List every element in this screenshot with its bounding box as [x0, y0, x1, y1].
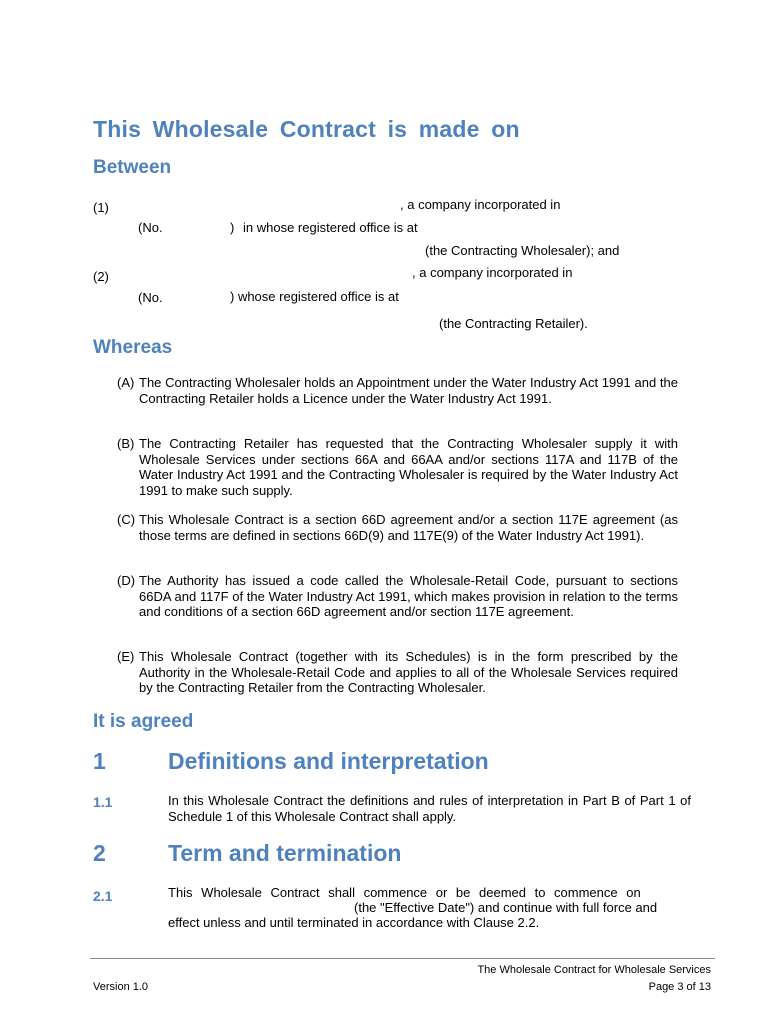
clause-text: In this Wholesale Contract the definitions and rules of interpretation in Part B of Part 1 of Schedule 1 of this Wholesale Contract shall apply. — [168, 793, 691, 824]
recital-label: (A) — [117, 375, 135, 390]
recital-c — [117, 512, 678, 543]
party1-reg-close: ) — [230, 220, 235, 235]
clause-number: 1.1 — [93, 794, 113, 810]
party1-company-incorporated: , a company incorporated in — [400, 197, 561, 212]
recital-text: The Contracting Retailer has requested that the Contracting Wholesaler supply it with Wholesale Services under sections 66A and 66AA and/or sections 117A and 117B of the Water Industry Act 1991 and the Contracting Wholesaler is required by the Water Industry Act 1991 to make such supply. — [139, 436, 678, 498]
recital-e — [117, 649, 678, 696]
recital-text: This Wholesale Contract (together with its Schedules) is in the form prescribed by the Authority in the Wholesale-Retail Code and applies to all of the Wholesale Services required by the Contracting Retailer from the Contracting Wholesaler. — [139, 649, 678, 696]
section-number: 1 — [93, 748, 106, 774]
party2-company-incorporated: , a company incorporated in — [412, 265, 573, 280]
between-heading: Between — [93, 157, 172, 178]
party2-reg-no: (No. — [138, 290, 163, 305]
recital-b — [117, 436, 678, 498]
party1-number: (1) — [93, 200, 109, 215]
clause-number: 2.1 — [93, 888, 113, 904]
footer-page-number: Page 3 of 13 — [648, 981, 711, 993]
whereas-heading: Whereas — [93, 337, 173, 358]
recital-label: (E) — [117, 649, 135, 664]
clause-text-line: effect unless and until terminated in accordance with Clause 2.2. — [168, 915, 540, 930]
recital-label: (C) — [117, 512, 136, 527]
party1-role: (the Contracting Wholesaler); and — [425, 243, 620, 258]
section-number: 2 — [93, 840, 106, 866]
footer-document-title: The Wholesale Contract for Wholesale Services — [477, 964, 711, 976]
party1-reg-no: (No. — [138, 220, 163, 235]
it-is-agreed-heading: It is agreed — [93, 711, 194, 732]
party2-number: (2) — [93, 269, 109, 284]
section-title: Definitions and interpretation — [168, 748, 489, 774]
section-title: Term and termination — [168, 840, 402, 866]
footer-version: Version 1.0 — [93, 981, 149, 993]
clause-text-line: (the "Effective Date") and continue with full force and — [354, 900, 658, 915]
recital-text: The Contracting Wholesaler holds an Appointment under the Water Industry Act 1991 and the Contracting Retailer holds a Licence under the Water Industry Act 1991. — [139, 375, 678, 406]
recital-text: The Authority has issued a code called the Wholesale-Retail Code, pursuant to sections 66DA and 117F of the Water Industry Act 1991, which makes provision in relation to the terms and conditions of a section 66D agreement and/or section 117E agreement. — [139, 573, 678, 620]
recital-text: This Wholesale Contract is a section 66D agreement and/or a section 117E agreement (as those terms are defined in sections 66D(9) and 117E(9) of the Water Industry Act 1991). — [139, 512, 678, 543]
party1-office: in whose registered office is at — [243, 220, 418, 235]
document-title: This Wholesale Contract is made on — [93, 116, 520, 142]
party2-role: (the Contracting Retailer). — [439, 316, 588, 331]
footer-divider — [90, 958, 715, 959]
party2-office: ) whose registered office is at — [230, 289, 399, 304]
recital-label: (B) — [117, 436, 135, 451]
recital-a — [117, 375, 678, 406]
recital-label: (D) — [117, 573, 136, 588]
recital-d — [117, 573, 678, 620]
clause-text-line: This Wholesale Contract shall commence or be deemed to commence on — [168, 885, 641, 900]
